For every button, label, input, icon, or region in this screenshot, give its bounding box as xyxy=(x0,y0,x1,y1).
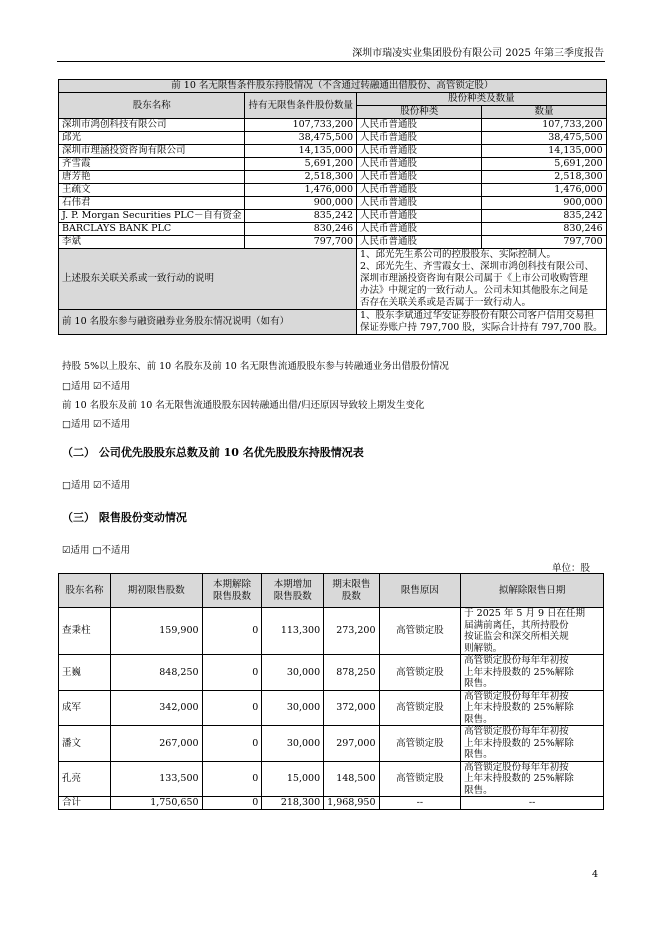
released-qty: 0 xyxy=(202,608,262,655)
release-date-line: 高管锁定股份每年年初按 xyxy=(464,655,569,666)
release-date-line: 限售。 xyxy=(464,678,493,689)
col-released: 本期解除 限售股数 xyxy=(202,574,262,608)
release-date-line: 上年末持股数的 25%解除 xyxy=(464,773,574,784)
col-share-type: 股份种类 xyxy=(357,106,482,119)
restriction-reason: 高管锁定股 xyxy=(379,761,461,797)
unit-label: 单位：股 xyxy=(551,563,590,574)
col-begin: 期初限售股数 xyxy=(110,574,202,608)
holder-name: 潘文 xyxy=(59,726,111,762)
margin-note-row xyxy=(59,310,607,335)
total-row xyxy=(59,797,604,810)
section-2-title: （二） 公司优先股股东总数及前 10 名优先股股东持股情况表 xyxy=(62,446,364,459)
release-date xyxy=(461,608,604,655)
table-header-row xyxy=(59,93,607,106)
holder-qty: 835,242 xyxy=(245,210,357,223)
share-type: 人民币普通股 xyxy=(357,210,482,223)
holder-qty: 2,518,300 xyxy=(245,171,357,184)
share-qty: 830,246 xyxy=(482,223,606,236)
holder-name: 李斌 xyxy=(59,236,245,249)
end-qty: 372,000 xyxy=(324,690,379,726)
added-qty: 30,000 xyxy=(262,690,324,726)
total-date: -- xyxy=(461,797,604,810)
added-qty: 30,000 xyxy=(262,655,324,691)
table-row xyxy=(59,197,607,210)
holder-name: 查秉柱 xyxy=(59,608,111,655)
note-line: 否存在关联关系或是否属于一致行动人。 xyxy=(360,297,532,308)
table-row xyxy=(59,608,604,655)
total-reason: -- xyxy=(379,797,461,810)
begin-qty: 342,000 xyxy=(110,690,202,726)
release-date-line: 高管锁定股份每年年初按 xyxy=(464,726,569,737)
release-date-line: 按证监会和深交所相关规 xyxy=(464,631,569,642)
col-name: 股东名称 xyxy=(59,574,111,608)
holder-name: 成军 xyxy=(59,690,111,726)
share-type: 人民币普通股 xyxy=(357,223,482,236)
table-row xyxy=(59,761,604,797)
share-qty: 900,000 xyxy=(482,197,606,210)
added-qty: 15,000 xyxy=(262,761,324,797)
holder-qty: 5,691,200 xyxy=(245,158,357,171)
restriction-reason: 高管锁定股 xyxy=(379,726,461,762)
holder-name: 邱光 xyxy=(59,132,245,145)
change-note: 前 10 名股东及前 10 名无限售流通股股东因转融通出借/归还原因导致较上期发生变化 xyxy=(62,400,425,411)
table-title-row xyxy=(59,80,607,93)
margin-note-row-label: 前 10 名股东参与融资融券业务股东情况说明（如有） xyxy=(59,310,357,335)
total-begin: 1,750,650 xyxy=(110,797,202,810)
holder-qty: 14,135,000 xyxy=(245,145,357,158)
share-qty: 5,691,200 xyxy=(482,158,606,171)
table-row xyxy=(59,119,607,132)
begin-qty: 848,250 xyxy=(110,655,202,691)
share-type: 人民币普通股 xyxy=(357,145,482,158)
change-choice: □适用 ☑不适用 xyxy=(62,419,131,430)
share-qty: 797,700 xyxy=(482,236,606,249)
section-3-choice: ☑适用 □不适用 xyxy=(62,545,131,556)
table-row xyxy=(59,223,607,236)
holder-name: 孔亮 xyxy=(59,761,111,797)
released-qty: 0 xyxy=(202,726,262,762)
col-share-qty: 数量 xyxy=(482,106,606,119)
lending-note: 持股 5%以上股东、前 10 名股东及前 10 名无限售流通股股东参与转融通业务出借股份情况 xyxy=(62,361,449,372)
share-qty: 14,135,000 xyxy=(482,145,606,158)
col-unrestricted-qty: 持有无限售条件股份数量 xyxy=(245,93,357,119)
holder-name: BARCLAYS BANK PLC xyxy=(59,223,245,236)
table-title: 前 10 名无限售条件股东持股情况（不含通过转融通出借股份、高管锁定股） xyxy=(59,80,607,93)
share-type: 人民币普通股 xyxy=(357,236,482,249)
total-end: 1,968,950 xyxy=(324,797,379,810)
total-added: 218,300 xyxy=(262,797,324,810)
release-date-line: 高管锁定股份每年年初按 xyxy=(464,690,569,702)
release-date-line: 高管锁定股份每年年初按 xyxy=(464,761,569,773)
margin-note-row-content xyxy=(357,310,607,335)
restriction-reason: 高管锁定股 xyxy=(379,690,461,726)
share-type: 人民币普通股 xyxy=(357,132,482,145)
share-type: 人民币普通股 xyxy=(357,119,482,132)
col-release-date: 拟解除限售日期 xyxy=(461,574,604,608)
holder-qty: 797,700 xyxy=(245,236,357,249)
share-qty: 1,476,000 xyxy=(482,184,606,197)
release-date-line: 限售。 xyxy=(464,784,493,796)
released-qty: 0 xyxy=(202,655,262,691)
share-qty: 38,475,500 xyxy=(482,132,606,145)
added-qty: 30,000 xyxy=(262,726,324,762)
total-released: 0 xyxy=(202,797,262,810)
note-line: 1、邱光先生系公司的控股股东、实际控制人。 xyxy=(360,249,557,260)
unrestricted-shareholders-table xyxy=(58,79,607,335)
release-date-line: 上年末持股数的 25%解除 xyxy=(464,666,574,678)
holder-name: 王疏文 xyxy=(59,184,245,197)
header-divider xyxy=(57,61,605,62)
holder-name: 深圳市鸿创科技有限公司 xyxy=(59,119,245,132)
relation-note-row-label: 上述股东关联关系或一致行动的说明 xyxy=(59,249,357,310)
share-type: 人民币普通股 xyxy=(357,197,482,210)
restriction-reason: 高管锁定股 xyxy=(379,655,461,691)
holder-qty: 1,476,000 xyxy=(245,184,357,197)
holder-qty: 107,733,200 xyxy=(245,119,357,132)
table-row xyxy=(59,184,607,197)
end-qty: 148,500 xyxy=(324,761,379,797)
table-row xyxy=(59,726,604,762)
restricted-header-row xyxy=(59,574,604,608)
holder-qty: 900,000 xyxy=(245,197,357,210)
share-type: 人民币普通股 xyxy=(357,184,482,197)
note-line: 深圳市理涵投资咨询有限公司属于《上市公司收购管理 xyxy=(360,273,589,284)
released-qty: 0 xyxy=(202,690,262,726)
release-date xyxy=(461,761,604,797)
page-number: 4 xyxy=(591,869,598,880)
table-row xyxy=(59,236,607,249)
release-date xyxy=(461,690,604,726)
end-qty: 273,200 xyxy=(324,608,379,655)
table-row xyxy=(59,171,607,184)
release-date xyxy=(461,655,604,691)
holder-name: 王巍 xyxy=(59,655,111,691)
share-qty: 107,733,200 xyxy=(482,119,606,132)
release-date-line: 限售。 xyxy=(464,749,493,760)
col-added: 本期增加 限售股数 xyxy=(262,574,324,608)
release-date-line: 则解锁。 xyxy=(464,642,503,654)
holder-name: 深圳市理涵投资咨询有限公司 xyxy=(59,145,245,158)
section-3-title: （三） 限售股份变动情况 xyxy=(62,511,187,524)
holder-qty: 830,246 xyxy=(245,223,357,236)
restriction-reason: 高管锁定股 xyxy=(379,608,461,655)
holder-name: J. P. Morgan Securities PLC－自有资金 xyxy=(59,210,245,223)
share-qty: 835,242 xyxy=(482,210,606,223)
table-row xyxy=(59,690,604,726)
release-date-line: 限售。 xyxy=(464,713,493,725)
lending-choice: □适用 ☑不适用 xyxy=(62,381,131,392)
share-type: 人民币普通股 xyxy=(357,171,482,184)
col-holder-name: 股东名称 xyxy=(59,93,245,119)
restricted-shares-table xyxy=(58,573,604,810)
total-label: 合计 xyxy=(59,797,111,810)
share-type: 人民币普通股 xyxy=(357,158,482,171)
holder-name: 石伟君 xyxy=(59,197,245,210)
table-row xyxy=(59,655,604,691)
relation-note-row xyxy=(59,249,607,310)
release-date-line: 上年末持股数的 25%解除 xyxy=(464,737,574,749)
begin-qty: 133,500 xyxy=(110,761,202,797)
col-reason: 限售原因 xyxy=(379,574,461,608)
release-date-line: 于 2025 年 5 月 9 日在任期 xyxy=(464,608,586,619)
relation-note-row-content xyxy=(357,249,607,310)
section-2-choice: □适用 ☑不适用 xyxy=(62,480,131,491)
note-line: 2、邱光先生、齐雪霞女士、深圳市鸿创科技有限公司、 xyxy=(360,261,595,272)
table-row xyxy=(59,210,607,223)
end-qty: 297,000 xyxy=(324,726,379,762)
release-date-line: 上年末持股数的 25%解除 xyxy=(464,702,574,713)
begin-qty: 267,000 xyxy=(110,726,202,762)
added-qty: 113,300 xyxy=(262,608,324,655)
table-row xyxy=(59,145,607,158)
release-date xyxy=(461,726,604,762)
col-share-type-group: 股份种类及数量 xyxy=(357,93,607,106)
note-line: 办法》中规定的一致行动人。公司未知其他股东之间是 xyxy=(360,285,589,296)
end-qty: 878,250 xyxy=(324,655,379,691)
share-qty: 2,518,300 xyxy=(482,171,606,184)
page-header-title: 深圳市瑞凌实业集团股份有限公司 2025 年第三季度报告 xyxy=(352,48,604,59)
release-date-line: 届满前离任，其所持股份 xyxy=(464,619,569,631)
holder-name: 唐芳艳 xyxy=(59,171,245,184)
note-line: 1、股东李斌通过华安证券股份有限公司客户信用交易担 xyxy=(360,310,595,321)
col-end: 期末限售 股数 xyxy=(324,574,379,608)
begin-qty: 159,900 xyxy=(110,608,202,655)
holder-name: 齐雪霞 xyxy=(59,158,245,171)
note-line: 保证券账户持 797,700 股，实际合计持有 797,700 股。 xyxy=(360,322,603,333)
holder-qty: 38,475,500 xyxy=(245,132,357,145)
table-row xyxy=(59,158,607,171)
released-qty: 0 xyxy=(202,761,262,797)
table-row xyxy=(59,132,607,145)
